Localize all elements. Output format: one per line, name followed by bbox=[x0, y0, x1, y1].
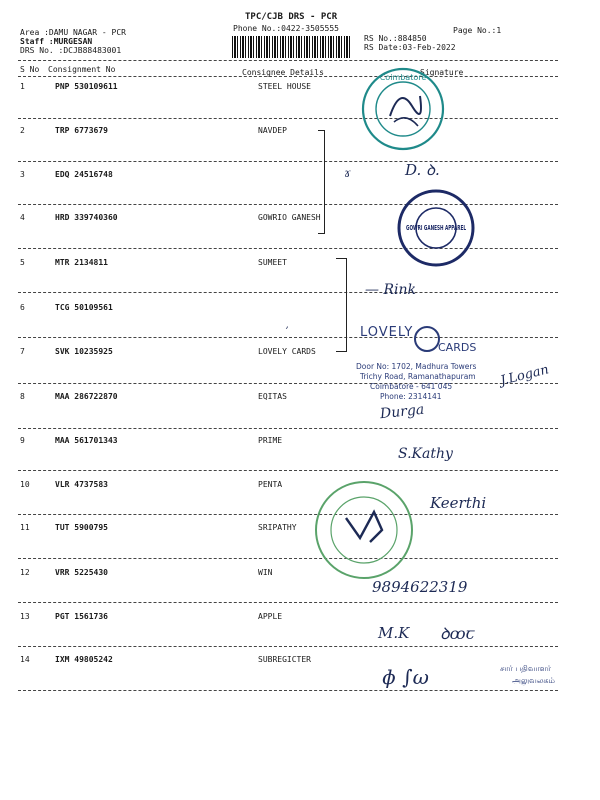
row-consignment: IXM 49805242 bbox=[55, 655, 113, 664]
row-consignee: LOVELY CARDS bbox=[258, 347, 316, 356]
row-consignee: PRIME bbox=[258, 436, 283, 445]
row-consignee: SRIPATHY bbox=[258, 523, 297, 532]
row-sno: 14 bbox=[20, 655, 30, 664]
row-divider bbox=[18, 602, 558, 603]
signature-row5: — Rink bbox=[365, 282, 416, 298]
row-divider bbox=[18, 514, 558, 515]
row-divider bbox=[18, 161, 558, 162]
table-row bbox=[0, 170, 600, 212]
signature-row13-scrawl: ꝺꝏꞇ bbox=[440, 624, 475, 643]
row-consignee: APPLE bbox=[258, 612, 283, 621]
table-row bbox=[0, 303, 600, 345]
signature-row14: ɸ ∫ω bbox=[382, 665, 429, 689]
col-header-consignee: Consignee Details bbox=[242, 68, 324, 77]
row-consignee: EQITAS bbox=[258, 392, 287, 401]
tamil-stamp-line1: சார் பதிவாளர் bbox=[500, 664, 552, 673]
green-seal-stamp bbox=[312, 478, 416, 582]
row-consignment: MTR 2134811 bbox=[55, 258, 108, 267]
col-header-consignment: Consignment No bbox=[48, 65, 116, 74]
stamp-phone: Phone: 2314141 bbox=[380, 392, 442, 401]
row-consignee: WIN bbox=[258, 568, 273, 577]
stamp-address-1: Door No: 1702, Madhura Towers bbox=[356, 362, 477, 371]
stamp-text: Coimbatore bbox=[379, 73, 427, 82]
signature-row13: M.K bbox=[378, 624, 410, 642]
stamp-brand-name: LOVELY bbox=[360, 325, 414, 340]
row-sno: 6 bbox=[20, 303, 25, 312]
row-divider bbox=[18, 558, 558, 559]
page-number: Page No.:1 bbox=[453, 26, 502, 35]
row-consignment: PGT 1561736 bbox=[55, 612, 108, 621]
row-consignment: TRP 6773679 bbox=[55, 126, 108, 135]
table-row bbox=[0, 612, 600, 654]
stamp-text: GOWRI GANESH APPAREL bbox=[406, 224, 467, 232]
col-header-signature: Signature bbox=[420, 68, 464, 77]
row-consignment: SVK 10235925 bbox=[55, 347, 113, 356]
row-consignment: MAA 286722870 bbox=[55, 392, 118, 401]
company-seal-stamp bbox=[360, 66, 446, 152]
rs-date: RS Date:03-Feb-2022 bbox=[364, 43, 456, 52]
row-consignment: PNP 530109611 bbox=[55, 82, 118, 91]
row-sno: 5 bbox=[20, 258, 25, 267]
row-consignment: TCG 50109561 bbox=[55, 303, 113, 312]
row-consignee: SUMEET bbox=[258, 258, 287, 267]
table-row bbox=[0, 480, 600, 522]
row-consignee: PENTA bbox=[258, 480, 283, 489]
tamil-stamp-line2: அலுவலகம் bbox=[512, 676, 555, 685]
row-sno: 4 bbox=[20, 213, 25, 222]
phone-number: Phone No.:0422-3505555 bbox=[233, 24, 339, 33]
row-sno: 9 bbox=[20, 436, 25, 445]
table-row bbox=[0, 568, 600, 610]
stamp-address-2: Trichy Road, Ramanathapuram bbox=[360, 372, 476, 381]
handwritten-mark: ɤ bbox=[344, 166, 351, 180]
row-sno: 7 bbox=[20, 347, 25, 356]
stamp-address-3: Coimbatore - 641 045 bbox=[370, 382, 453, 391]
row-consignee: STEEL HOUSE bbox=[258, 82, 311, 91]
flower-logo-icon bbox=[414, 326, 440, 352]
barcode bbox=[232, 36, 350, 58]
row-consignment: HRD 339740360 bbox=[55, 213, 118, 222]
row-sno: 11 bbox=[20, 523, 30, 532]
row-consignee: GOWRIO GANESH bbox=[258, 213, 321, 222]
row-consignment: EDQ 24516748 bbox=[55, 170, 113, 179]
signature-row12: 9894622319 bbox=[372, 578, 468, 596]
handwritten-mark: ʼ bbox=[285, 326, 289, 337]
gowri-ganesh-seal-stamp bbox=[396, 188, 476, 268]
row-consignment: TUT 5900795 bbox=[55, 523, 108, 532]
signature-row7: J.Logan bbox=[498, 362, 551, 389]
row-sno: 3 bbox=[20, 170, 25, 179]
row-divider bbox=[18, 470, 558, 471]
staff-label: Staff :MURGESAN bbox=[20, 37, 93, 46]
rs-number: RS No.:884850 bbox=[364, 34, 427, 43]
column-header-divider bbox=[18, 76, 558, 77]
row-sno: 12 bbox=[20, 568, 30, 577]
row-divider bbox=[18, 118, 558, 119]
row-sno: 2 bbox=[20, 126, 25, 135]
table-row bbox=[0, 436, 600, 478]
row-sno: 8 bbox=[20, 392, 25, 401]
row-consignment: MAA 561701343 bbox=[55, 436, 118, 445]
signature-row8: Durga bbox=[379, 401, 425, 423]
header-divider bbox=[18, 60, 558, 61]
row-divider bbox=[18, 428, 558, 429]
row-divider bbox=[18, 292, 558, 293]
row-sno: 13 bbox=[20, 612, 30, 621]
area-label: Area :DAMU NAGAR - PCR bbox=[20, 28, 126, 37]
signature-row9: S.Kathy bbox=[398, 446, 453, 462]
col-header-sno: S No bbox=[20, 65, 40, 74]
row-sno: 1 bbox=[20, 82, 25, 91]
signature-row10: Keerthi bbox=[430, 494, 487, 512]
row-divider bbox=[18, 248, 558, 249]
sheet-title: TPC/CJB DRS - PCR bbox=[245, 12, 338, 22]
stamp-brand-sub: CARDS bbox=[438, 341, 477, 354]
row-consignee: NAVDEP bbox=[258, 126, 287, 135]
lovely-cards-stamp bbox=[346, 322, 506, 402]
row-divider bbox=[18, 204, 558, 205]
signature-row3: D. ꝺ. bbox=[405, 161, 440, 179]
row-consignee: SUBREGICTER bbox=[258, 655, 311, 664]
table-row bbox=[0, 258, 600, 300]
row-consignment: VLR 4737583 bbox=[55, 480, 108, 489]
row-consignment: VRR 5225430 bbox=[55, 568, 108, 577]
row-sno: 10 bbox=[20, 480, 30, 489]
row-divider bbox=[18, 690, 558, 691]
group-bracket bbox=[318, 130, 325, 234]
drs-number: DRS No. :DCJB88483001 bbox=[20, 46, 122, 55]
row-divider bbox=[18, 646, 558, 647]
